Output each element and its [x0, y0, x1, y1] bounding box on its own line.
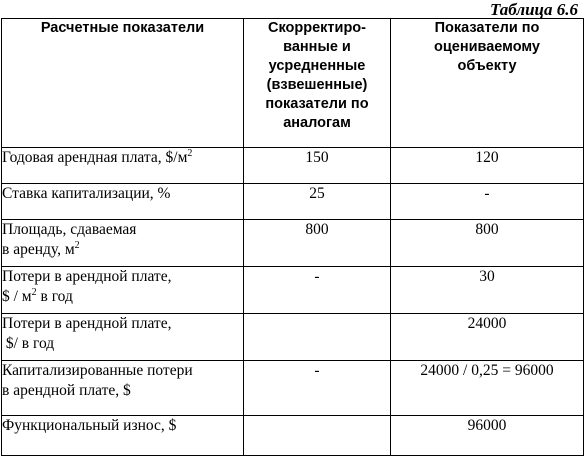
- row-label: [2, 148, 244, 184]
- row-object-value: 24000: [391, 314, 584, 361]
- row-object-value: 24000 / 0,25 = 96000: [391, 361, 584, 416]
- row-label-text: Ставка капитализации, %: [2, 185, 171, 202]
- row-analog-value: -: [244, 267, 391, 314]
- row-label-text: Функциональный износ, $: [2, 417, 177, 434]
- row-label: [2, 416, 244, 456]
- row-object-value: 96000: [391, 416, 584, 456]
- table-row: [2, 314, 584, 361]
- row-analog-value: [244, 416, 391, 456]
- row-analog-value: 25: [244, 184, 391, 220]
- row-label-sup: 2: [74, 240, 80, 251]
- row-label: [2, 361, 244, 416]
- header-analog-indicators: Скорректиро- ванные и усредненные (взвешенные) показатели по аналогам: [244, 19, 391, 148]
- table-row: [2, 184, 584, 220]
- row-label: [2, 220, 244, 267]
- row-object-value: 800: [391, 220, 584, 267]
- table-row: [2, 267, 584, 314]
- row-label-text: в год: [36, 288, 73, 305]
- table-row: [2, 148, 584, 184]
- header-object-indicators: Показатели по оцениваемому объекту: [391, 19, 584, 148]
- row-object-value: 30: [391, 267, 584, 314]
- header-calculated-indicators: Расчетные показатели: [2, 19, 244, 148]
- row-label-text: Капитализированные потери: [2, 362, 193, 379]
- table-header-row: [2, 19, 584, 148]
- row-analog-value: -: [244, 361, 391, 416]
- row-label-text: $ / м: [2, 288, 32, 305]
- row-object-value: 120: [391, 148, 584, 184]
- row-label: [2, 267, 244, 314]
- row-label: [2, 184, 244, 220]
- table-row: [2, 416, 584, 456]
- row-label-text: в аренду, м: [2, 241, 75, 258]
- row-label: [2, 314, 244, 361]
- row-analog-value: [244, 314, 391, 361]
- table-caption: Таблица 6.6: [490, 0, 578, 19]
- indicators-table: [1, 18, 584, 456]
- row-label-text: Потери в арендной плате,: [2, 315, 172, 332]
- row-analog-value: 150: [244, 148, 391, 184]
- row-label-sup: 2: [187, 148, 193, 159]
- table-row: [2, 361, 584, 416]
- row-label-sup: 2: [31, 287, 37, 298]
- row-object-value: -: [391, 184, 584, 220]
- row-label-text: Потери в арендной плате,: [2, 268, 172, 285]
- row-label-text: Годовая арендная плата, $/м: [2, 149, 188, 166]
- row-label-text: Площадь, сдаваемая: [2, 221, 137, 238]
- row-label-text: в арендной плате, $: [2, 382, 131, 399]
- row-analog-value: 800: [244, 220, 391, 267]
- table-row: [2, 220, 584, 267]
- row-label-text: $/ в год: [2, 335, 55, 352]
